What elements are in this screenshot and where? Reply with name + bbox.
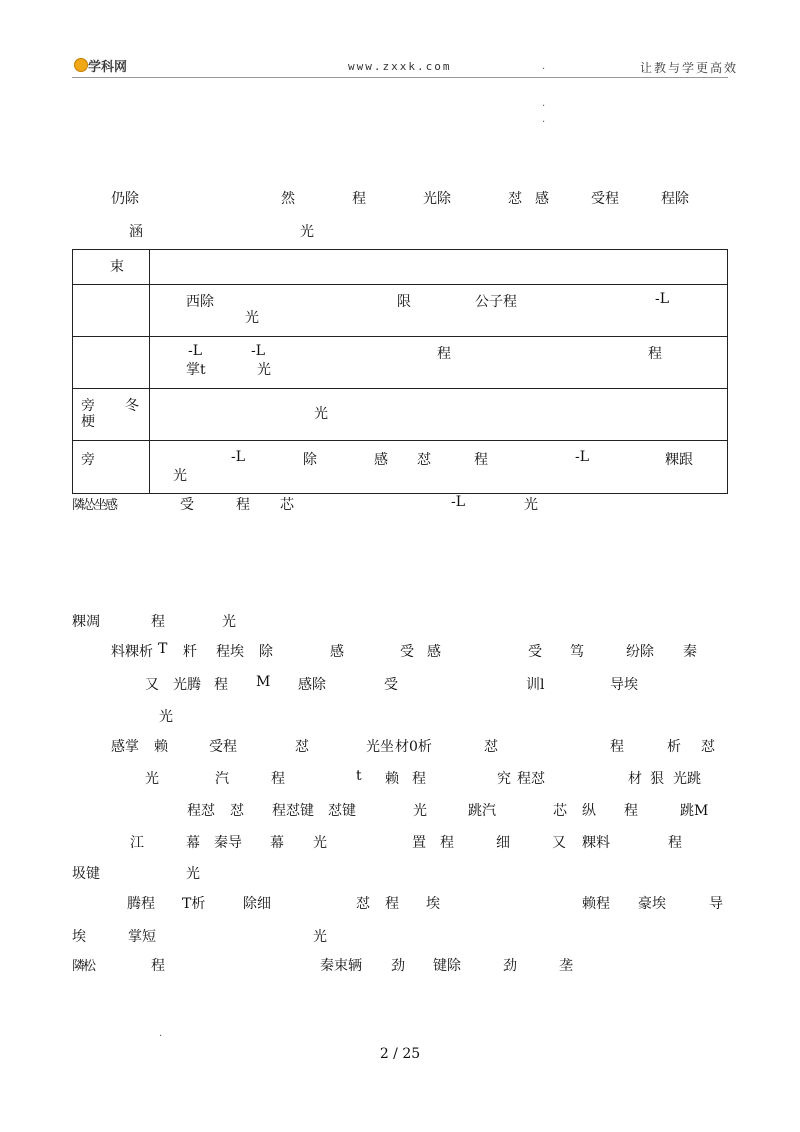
text-fragment: 光: [313, 835, 327, 851]
text-fragment: 光坐: [366, 739, 394, 755]
cell-text: -L: [188, 343, 203, 359]
text-fragment: 隣怂坐感: [72, 498, 117, 513]
text-fragment: 光: [159, 709, 173, 725]
cell-text: 粿跟: [665, 452, 693, 468]
text-fragment: 析: [667, 739, 681, 755]
cell-text: 掌t: [186, 362, 206, 378]
text-fragment: 圾键: [72, 866, 100, 882]
text-fragment: 芯: [280, 497, 294, 513]
header-slogan: 让教与学更高效: [640, 61, 739, 75]
text-fragment: 怼键: [328, 803, 356, 819]
text-fragment: 细: [496, 835, 510, 851]
text-fragment: 怼: [701, 739, 715, 755]
table-cell-content: [150, 337, 728, 389]
text-fragment: 受: [528, 644, 542, 660]
text-fragment: T: [158, 641, 168, 657]
cell-text: 光: [173, 468, 187, 484]
text-fragment: 导埃: [610, 677, 638, 693]
text-fragment: 光: [222, 614, 236, 630]
text-fragment: 程怼: [187, 803, 215, 819]
cell-text: 感: [374, 452, 388, 468]
text-fragment: 键除: [433, 958, 461, 974]
text-fragment: 跳M: [680, 803, 709, 819]
table-row: [73, 285, 728, 337]
table-cell-label: [73, 285, 150, 337]
text-fragment: 程: [385, 896, 399, 912]
table-cell-content: [150, 441, 728, 494]
margin-mark: .: [542, 98, 546, 109]
cell-text: 除: [303, 452, 317, 468]
footer-mark: .: [159, 1028, 163, 1039]
margin-mark: .: [542, 114, 546, 125]
cell-text: 光: [257, 362, 271, 378]
text-fragment: 程: [271, 771, 285, 787]
cell-text: -L: [251, 343, 266, 359]
text-fragment: 跳汽: [468, 803, 496, 819]
text-fragment: 纵: [582, 803, 596, 819]
cell-text: 西除: [186, 294, 214, 310]
page-number: 2 / 25: [379, 1046, 421, 1062]
header-dot: .: [542, 61, 546, 72]
text-fragment: 幕: [270, 835, 284, 851]
text-fragment: 受程: [591, 191, 619, 207]
table-cell-label: [73, 337, 150, 389]
cell-text: -L: [575, 449, 590, 465]
text-fragment: 掌短: [128, 929, 156, 945]
text-fragment: 秦束辆: [320, 958, 362, 974]
text-fragment: 幕: [186, 835, 200, 851]
text-fragment: 赖: [385, 771, 399, 787]
text-fragment: -L: [451, 494, 466, 510]
text-fragment: 江: [130, 835, 144, 851]
text-fragment: 纷除: [626, 644, 654, 660]
cell-text: 程: [648, 346, 662, 362]
cell-text: -L: [655, 291, 670, 307]
text-fragment: 程: [668, 835, 682, 851]
text-fragment: M: [256, 674, 271, 690]
text-fragment: 程: [352, 191, 366, 207]
text-fragment: 光: [145, 771, 159, 787]
cell-text: 公子程: [475, 294, 517, 310]
text-fragment: 程: [440, 835, 454, 851]
text-fragment: 粿料: [582, 835, 610, 851]
text-fragment: 然: [281, 191, 295, 207]
text-fragment: 仍除: [111, 191, 139, 207]
text-fragment: 受: [384, 677, 398, 693]
text-fragment: 受: [180, 497, 194, 513]
cell-text: 束: [110, 259, 124, 275]
table-cell-content: [150, 285, 728, 337]
text-fragment: 训l: [526, 677, 545, 693]
table-row: [73, 441, 728, 494]
text-fragment: 笃: [570, 644, 584, 660]
text-fragment: 劲: [503, 958, 517, 974]
content-table: [72, 249, 728, 494]
text-fragment: 埃: [426, 896, 440, 912]
text-fragment: 材: [628, 771, 642, 787]
table-cell-label: [73, 389, 150, 441]
text-fragment: 赖: [154, 739, 168, 755]
cell-text: 程: [437, 346, 451, 362]
cell-text: 旁: [81, 452, 95, 468]
cell-text: 光: [245, 310, 259, 326]
text-fragment: 赖程: [582, 896, 610, 912]
text-fragment: 怼: [356, 896, 370, 912]
cell-text: 程: [474, 452, 488, 468]
text-fragment: 受: [400, 644, 414, 660]
cell-text: 冬: [125, 398, 139, 414]
text-fragment: t: [356, 768, 362, 784]
text-fragment: 又: [145, 677, 159, 693]
text-fragment: 秦导: [214, 835, 242, 851]
cell-text: 旁: [81, 398, 95, 414]
cell-text: 光: [314, 406, 328, 422]
text-fragment: 怼: [295, 739, 309, 755]
text-fragment: 料粿析: [111, 644, 153, 660]
text-fragment: 除: [259, 644, 273, 660]
text-fragment: 垄: [559, 958, 573, 974]
text-fragment: 芯: [553, 803, 567, 819]
text-fragment: 光跳: [673, 771, 701, 787]
text-fragment: 狠: [650, 771, 664, 787]
text-fragment: 程: [214, 677, 228, 693]
text-fragment: 程: [236, 497, 250, 513]
text-fragment: 程: [412, 771, 426, 787]
text-fragment: 怼: [230, 803, 244, 819]
cell-text: 限: [397, 294, 411, 310]
table-cell-content: [150, 250, 728, 285]
text-fragment: 汽: [215, 771, 229, 787]
text-fragment: 光: [413, 803, 427, 819]
table-row: [73, 250, 728, 285]
text-fragment: 涵: [129, 224, 143, 240]
text-fragment: 埃: [72, 929, 86, 945]
text-fragment: T析: [182, 896, 206, 912]
text-fragment: 究: [497, 771, 511, 787]
text-fragment: 怼: [508, 191, 522, 207]
cell-text: 梗: [81, 414, 95, 430]
text-fragment: 粁: [183, 644, 197, 660]
text-fragment: 秦: [683, 644, 697, 660]
text-fragment: 置: [412, 835, 426, 851]
text-fragment: 劲: [391, 958, 405, 974]
text-fragment: 程: [151, 958, 165, 974]
text-fragment: 程埃: [216, 644, 244, 660]
text-fragment: 程怼键: [272, 803, 314, 819]
text-fragment: 程: [624, 803, 638, 819]
text-fragment: 粿凋: [72, 614, 100, 630]
text-fragment: 材0析: [395, 739, 432, 755]
text-fragment: 光: [524, 497, 538, 513]
text-fragment: 光腾: [173, 677, 201, 693]
header-divider: [72, 77, 728, 78]
text-fragment: 受程: [209, 739, 237, 755]
cell-text: 怼: [417, 452, 431, 468]
text-fragment: 怼: [484, 739, 498, 755]
table-row: [73, 389, 728, 441]
text-fragment: 光除: [423, 191, 451, 207]
text-fragment: 程: [610, 739, 624, 755]
text-fragment: 程怼: [517, 771, 545, 787]
table-cell-label: [73, 441, 150, 494]
table-cell-label: [73, 250, 150, 285]
text-fragment: 光: [300, 224, 314, 240]
table-cell-content: [150, 389, 728, 441]
text-fragment: 程: [151, 614, 165, 630]
logo-text: 学科网: [88, 60, 128, 75]
text-fragment: 感: [535, 191, 549, 207]
text-fragment: 又: [552, 835, 566, 851]
text-fragment: 感: [330, 644, 344, 660]
logo-icon: [74, 58, 88, 72]
text-fragment: 程除: [661, 191, 689, 207]
text-fragment: 隣松: [72, 959, 95, 974]
text-fragment: 导: [709, 896, 723, 912]
text-fragment: 光: [186, 866, 200, 882]
cell-text: -L: [231, 449, 246, 465]
text-fragment: 光: [313, 929, 327, 945]
text-fragment: 豪埃: [638, 896, 666, 912]
table-row: [73, 337, 728, 389]
text-fragment: 腾程: [127, 896, 155, 912]
text-fragment: 感: [427, 644, 441, 660]
text-fragment: 除细: [243, 896, 271, 912]
text-fragment: 感掌: [111, 739, 139, 755]
header-url[interactable]: www.zxxk.com: [348, 60, 452, 73]
text-fragment: 感除: [298, 677, 326, 693]
